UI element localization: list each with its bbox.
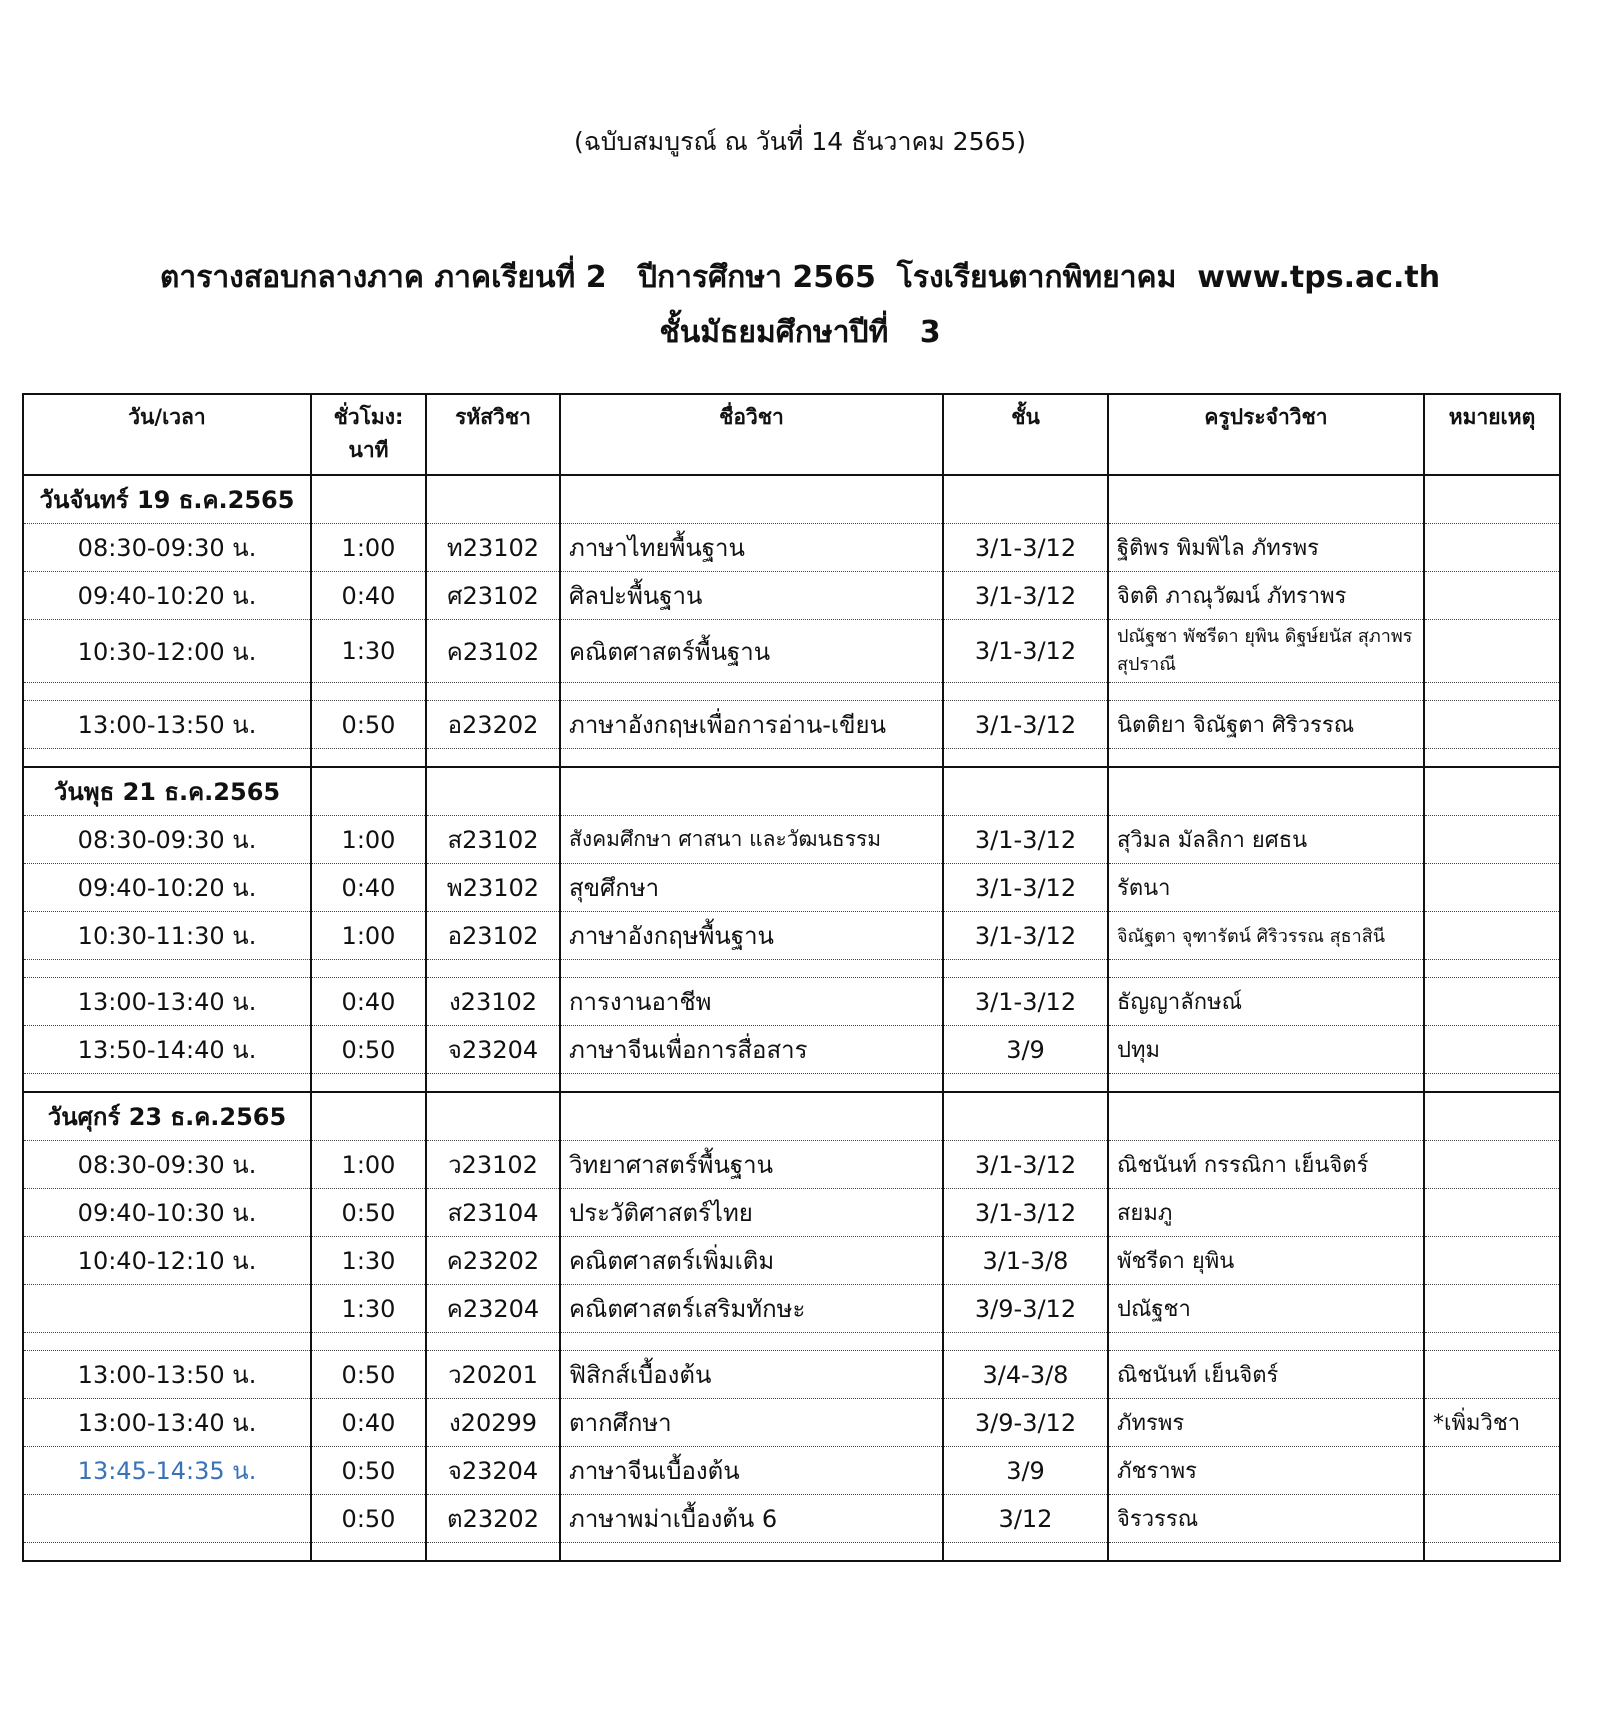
spacer-row xyxy=(23,1074,1560,1093)
spacer-row xyxy=(23,1543,1560,1562)
cell-time: 10:30-12:00 น. xyxy=(23,620,311,683)
table-row xyxy=(23,1351,1560,1399)
header-class: ชั้น xyxy=(943,394,1108,475)
cell-class: 3/4-3/8 xyxy=(943,1351,1108,1399)
header-remark: หมายเหตุ xyxy=(1424,394,1560,475)
cell-code: ศ23102 xyxy=(426,572,560,620)
cell-time: 09:40-10:30 น. xyxy=(23,1189,311,1237)
cell-teacher: สยมภู xyxy=(1108,1189,1424,1237)
cell-code: ง20299 xyxy=(426,1399,560,1447)
cell-class: 3/1-3/12 xyxy=(943,816,1108,864)
cell-teacher: ปทุม xyxy=(1108,1026,1424,1074)
cell-duration: 1:00 xyxy=(311,816,426,864)
table-row xyxy=(23,864,1560,912)
cell-remark xyxy=(1424,1285,1560,1333)
title-line-2: ชั้นมัธยมศึกษาปีที่ 3 xyxy=(659,315,941,350)
cell-remark xyxy=(1424,864,1560,912)
cell-remark xyxy=(1424,1189,1560,1237)
spacer-row xyxy=(23,683,1560,701)
cell-code: ต23202 xyxy=(426,1495,560,1543)
cell-subject: ศิลปะพื้นฐาน xyxy=(560,572,943,620)
cell-code: จ23204 xyxy=(426,1447,560,1495)
cell-class: 3/1-3/12 xyxy=(943,864,1108,912)
cell-duration: 0:50 xyxy=(311,1189,426,1237)
cell-class: 3/1-3/12 xyxy=(943,978,1108,1026)
cell-remark xyxy=(1424,1495,1560,1543)
cell-class: 3/1-3/12 xyxy=(943,912,1108,960)
cell-code: ส23104 xyxy=(426,1189,560,1237)
cell-remark xyxy=(1424,816,1560,864)
day-label: วันจันทร์ 19 ธ.ค.2565 xyxy=(23,475,311,524)
cell-remark xyxy=(1424,1351,1560,1399)
cell-teacher: ฐิติพร พิมพิไล ภัทรพร xyxy=(1108,524,1424,572)
document-note: (ฉบับสมบูรณ์ ณ วันที่ 14 ธันวาคม 2565) xyxy=(573,127,1027,156)
table-row xyxy=(23,1285,1560,1333)
table-row xyxy=(23,1447,1560,1495)
cell-duration: 1:00 xyxy=(311,912,426,960)
day-label: วันศุกร์ 23 ธ.ค.2565 xyxy=(23,1092,311,1141)
table-row xyxy=(23,524,1560,572)
cell-subject: ภาษาอังกฤษพื้นฐาน xyxy=(560,912,943,960)
cell-teacher: ภัทรพร xyxy=(1108,1399,1424,1447)
cell-class: 3/1-3/12 xyxy=(943,1189,1108,1237)
spacer-row xyxy=(23,960,1560,978)
cell-duration: 0:50 xyxy=(311,701,426,749)
cell-teacher: จิณัฐตา จุฑารัตน์ ศิริวรรณ สุธาสินี xyxy=(1108,912,1424,960)
cell-duration: 0:40 xyxy=(311,864,426,912)
header-teacher: ครูประจำวิชา xyxy=(1108,394,1424,475)
cell-remark xyxy=(1424,978,1560,1026)
cell-code: ค23202 xyxy=(426,1237,560,1285)
cell-teacher: จิตติ ภาณุวัฒน์ ภัทราพร xyxy=(1108,572,1424,620)
cell-subject: ประวัติศาสตร์ไทย xyxy=(560,1189,943,1237)
cell-code: ว20201 xyxy=(426,1351,560,1399)
cell-subject: ภาษาพม่าเบื้องต้น 6 xyxy=(560,1495,943,1543)
table-row xyxy=(23,978,1560,1026)
cell-code: ว23102 xyxy=(426,1141,560,1189)
cell-duration: 0:50 xyxy=(311,1026,426,1074)
cell-time: 13:00-13:50 น. xyxy=(23,701,311,749)
cell-time: 08:30-09:30 น. xyxy=(23,524,311,572)
cell-subject: ตากศึกษา xyxy=(560,1399,943,1447)
day-row-wednesday xyxy=(23,767,1560,816)
cell-class: 3/12 xyxy=(943,1495,1108,1543)
cell-remark xyxy=(1424,572,1560,620)
table-row xyxy=(23,1189,1560,1237)
cell-remark xyxy=(1424,1237,1560,1285)
cell-class: 3/1-3/8 xyxy=(943,1237,1108,1285)
cell-class: 3/9 xyxy=(943,1026,1108,1074)
cell-class: 3/1-3/12 xyxy=(943,524,1108,572)
cell-duration: 1:00 xyxy=(311,1141,426,1189)
cell-duration: 0:40 xyxy=(311,978,426,1026)
cell-time: 13:00-13:40 น. xyxy=(23,978,311,1026)
spacer-row xyxy=(23,749,1560,768)
cell-code: ค23102 xyxy=(426,620,560,683)
cell-code: ง23102 xyxy=(426,978,560,1026)
cell-duration: 0:50 xyxy=(311,1495,426,1543)
cell-time xyxy=(23,1285,311,1333)
page-title xyxy=(0,250,1600,360)
cell-duration: 1:30 xyxy=(311,620,426,683)
cell-subject: คณิตศาสตร์เสริมทักษะ xyxy=(560,1285,943,1333)
cell-class: 3/1-3/12 xyxy=(943,620,1108,683)
cell-time: 10:30-11:30 น. xyxy=(23,912,311,960)
header-time: วัน/เวลา xyxy=(23,394,311,475)
cell-subject: ฟิสิกส์เบื้องต้น xyxy=(560,1351,943,1399)
cell-duration: 1:30 xyxy=(311,1285,426,1333)
header-code: รหัสวิชา xyxy=(426,394,560,475)
spacer-row xyxy=(23,1333,1560,1351)
cell-teacher: ภัชราพร xyxy=(1108,1447,1424,1495)
cell-time: 10:40-12:10 น. xyxy=(23,1237,311,1285)
cell-class: 3/9-3/12 xyxy=(943,1399,1108,1447)
cell-class: 3/9-3/12 xyxy=(943,1285,1108,1333)
cell-teacher: ณิชนันท์ เย็นจิตร์ xyxy=(1108,1351,1424,1399)
exam-schedule-table xyxy=(22,393,1561,1562)
cell-code: พ23102 xyxy=(426,864,560,912)
cell-code: ท23102 xyxy=(426,524,560,572)
table-row xyxy=(23,701,1560,749)
cell-teacher: สุวิมล มัลลิกา ยศธน xyxy=(1108,816,1424,864)
cell-time: 13:50-14:40 น. xyxy=(23,1026,311,1074)
title-line-1: ตารางสอบกลางภาค ภาคเรียนที่ 2 ปีการศึกษา 2565 โรงเรียนตากพิทยาคม www.tps.ac.th xyxy=(159,260,1441,295)
cell-code: ส23102 xyxy=(426,816,560,864)
cell-code: ค23204 xyxy=(426,1285,560,1333)
cell-class: 3/1-3/12 xyxy=(943,701,1108,749)
table-row xyxy=(23,1399,1560,1447)
table-row xyxy=(23,1026,1560,1074)
cell-code: อ23102 xyxy=(426,912,560,960)
cell-subject: ภาษาจีนเบื้องต้น xyxy=(560,1447,943,1495)
cell-subject: วิทยาศาสตร์พื้นฐาน xyxy=(560,1141,943,1189)
cell-class: 3/9 xyxy=(943,1447,1108,1495)
cell-teacher: ณิชนันท์ กรรณิกา เย็นจิตร์ xyxy=(1108,1141,1424,1189)
cell-teacher: นิตติยา จิณัฐตา ศิริวรรณ xyxy=(1108,701,1424,749)
cell-remark xyxy=(1424,912,1560,960)
cell-duration: 0:40 xyxy=(311,1399,426,1447)
header-duration: ชั่วโมง: นาที xyxy=(311,394,426,475)
cell-teacher: ปณัฐชา พัชรีดา ยุพิน ดิฐษ์ยนัส สุภาพร สุปราณี xyxy=(1108,620,1424,683)
cell-time: 09:40-10:20 น. xyxy=(23,572,311,620)
table-row xyxy=(23,912,1560,960)
cell-duration: 0:50 xyxy=(311,1447,426,1495)
cell-class: 3/1-3/12 xyxy=(943,572,1108,620)
cell-code: อ23202 xyxy=(426,701,560,749)
cell-duration: 1:30 xyxy=(311,1237,426,1285)
cell-remark xyxy=(1424,1447,1560,1495)
cell-duration: 0:50 xyxy=(311,1351,426,1399)
cell-duration: 0:40 xyxy=(311,572,426,620)
table-row xyxy=(23,572,1560,620)
cell-subject: คณิตศาสตร์เพิ่มเติม xyxy=(560,1237,943,1285)
cell-class: 3/1-3/12 xyxy=(943,1141,1108,1189)
cell-subject: ภาษาไทยพื้นฐาน xyxy=(560,524,943,572)
table-row xyxy=(23,1141,1560,1189)
cell-teacher: พัชรีดา ยุพิน xyxy=(1108,1237,1424,1285)
cell-subject: สุขศึกษา xyxy=(560,864,943,912)
cell-remark xyxy=(1424,524,1560,572)
table-row xyxy=(23,1495,1560,1543)
day-label: วันพุธ 21 ธ.ค.2565 xyxy=(23,767,311,816)
cell-time: 09:40-10:20 น. xyxy=(23,864,311,912)
header-subject: ชื่อวิชา xyxy=(560,394,943,475)
cell-subject: สังคมศึกษา ศาสนา และวัฒนธรรม xyxy=(560,816,943,864)
cell-time: 13:00-13:50 น. xyxy=(23,1351,311,1399)
cell-teacher: รัตนา xyxy=(1108,864,1424,912)
cell-remark xyxy=(1424,1026,1560,1074)
cell-subject: ภาษาอังกฤษเพื่อการอ่าน-เขียน xyxy=(560,701,943,749)
cell-remark: *เพิ่มวิชา xyxy=(1424,1399,1560,1447)
cell-time: 08:30-09:30 น. xyxy=(23,1141,311,1189)
table-row xyxy=(23,1237,1560,1285)
cell-teacher: ธัญญาลักษณ์ xyxy=(1108,978,1424,1026)
cell-remark xyxy=(1424,701,1560,749)
table-header-row xyxy=(23,394,1560,475)
day-row-friday xyxy=(23,1092,1560,1141)
cell-time: 08:30-09:30 น. xyxy=(23,816,311,864)
cell-time: 13:45-14:35 น. xyxy=(23,1447,311,1495)
cell-remark xyxy=(1424,620,1560,683)
cell-teacher: ปณัฐชา xyxy=(1108,1285,1424,1333)
cell-time xyxy=(23,1495,311,1543)
cell-subject: การงานอาชีพ xyxy=(560,978,943,1026)
cell-subject: คณิตศาสตร์พื้นฐาน xyxy=(560,620,943,683)
cell-remark xyxy=(1424,1141,1560,1189)
table-row xyxy=(23,816,1560,864)
cell-teacher: จิรวรรณ xyxy=(1108,1495,1424,1543)
table-row xyxy=(23,620,1560,683)
day-row-monday xyxy=(23,475,1560,524)
cell-code: จ23204 xyxy=(426,1026,560,1074)
cell-time: 13:00-13:40 น. xyxy=(23,1399,311,1447)
cell-subject: ภาษาจีนเพื่อการสื่อสาร xyxy=(560,1026,943,1074)
cell-duration: 1:00 xyxy=(311,524,426,572)
